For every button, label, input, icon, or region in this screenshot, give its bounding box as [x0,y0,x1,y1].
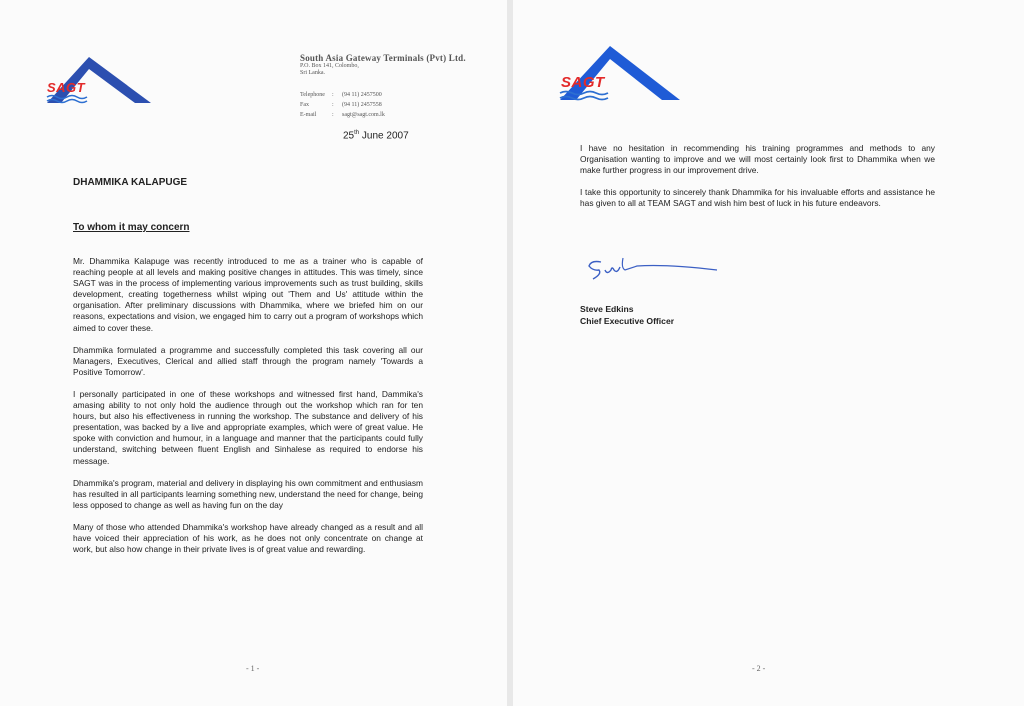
paragraph: I have no hesitation in recommending his training programmes and methods to any Organisation wanting to improve and we will most certainly look first to Dhammika when we make further progress in our improvement drive. [580,143,935,176]
signer-name: Steve Edkins [580,304,634,314]
email-row [300,110,385,120]
company-name: South Asia Gateway Terminals (Pvt) Ltd. [300,53,466,63]
date-rest: June 2007 [359,130,409,142]
telephone-label: Telephone [300,92,325,98]
telephone-row [300,90,385,100]
letterhead-company [300,53,466,77]
sagt-logo [45,55,155,105]
separator: : [332,92,334,98]
letterhead-contact [300,90,385,120]
fax-row [300,100,385,110]
page-number: - 1 - [246,664,260,673]
sagt-logo [558,44,683,102]
letter-body-page-1 [73,256,423,566]
paragraph: Dhammika's program, material and delivery in displaying his own commitment and enthusiasm has resulted in all participants learning something new, understand the need for change, being less opposed to change as well as having fun on the day [73,477,423,510]
sagt-logo-text: SAGT [561,74,605,91]
date-suffix: th [354,130,360,136]
fax-value: (94 11) 2457558 [342,102,382,108]
signer-title: Chief Executive Officer [580,316,675,326]
subject-line: To whom it may concern [73,222,190,233]
page-number: - 2 - [752,664,766,673]
addressee: DHAMMIKA KALAPUGE [73,177,188,188]
sagt-logo-text: SAGT [47,80,86,95]
address-line-2: Sri Lanka. [300,70,325,76]
letter-body-page-2 [580,143,935,220]
paragraph: Dhammika formulated a programme and successfully completed this task covering all our Managers, Executives, Clerical and allied staff through the program namely 'Towards a Positive Tomorrow'. [73,344,423,377]
separator: : [332,112,334,118]
sagt-roof-icon [558,44,683,102]
date-day: 25 [343,130,355,142]
email-value: sagt@sagt.com.lk [342,112,385,118]
email-label: E-mail [300,112,317,118]
paragraph: I personally participated in one of these workshops and witnessed first hand, Dammika's amasing ability to not only hold the audience through out the workshop which ran for ten hours, but also his effectiveness in running the workshop. The substance and delivery of his presentation, was backed by a live and appropriate examples, which were of great value. He spoke with conviction and humour, in a language and manner that the participants could fully understand, switching between fluent English and Sinhalese as required to endorse his message. [73,388,423,466]
paragraph: Many of those who attended Dhammika's workshop have already changed as a result and all have voiced their appreciation of his work, as he does not only concentrate on change at work, but also how change in their private lives is of great value and rewarding. [73,521,423,555]
letter-page-2 [513,0,1024,706]
letter-date [343,130,409,141]
handwritten-signature [583,250,723,282]
address-line-1: P.O. Box 141, Colombo, [300,63,359,69]
signature-block [580,303,674,327]
paragraph: Mr. Dhammika Kalapuge was recently introduced to me as a trainer who is capable of reaching people at all levels and making positive changes in attitudes. This was timely, since SAGT was in the process of implementing various improvements such as trust building, skills development, creating togetherness whilst wiping out 'Them and Us' attitude within the organisation. After preliminary discussions with Dhammika, where we briefed him on our reasons, expectations and vision, we engaged him to carry out a program of workshops which aimed to cover these. [73,256,423,333]
paragraph: I take this opportunity to sincerely thank Dhammika for his invaluable efforts and assistance he has given to all at TEAM SAGT and wish him best of luck in his future endeavors. [580,187,935,209]
fax-label: Fax [300,102,309,108]
telephone-value: (94 11) 2457500 [342,92,382,98]
separator: : [332,102,334,108]
letter-page-1 [0,0,507,706]
